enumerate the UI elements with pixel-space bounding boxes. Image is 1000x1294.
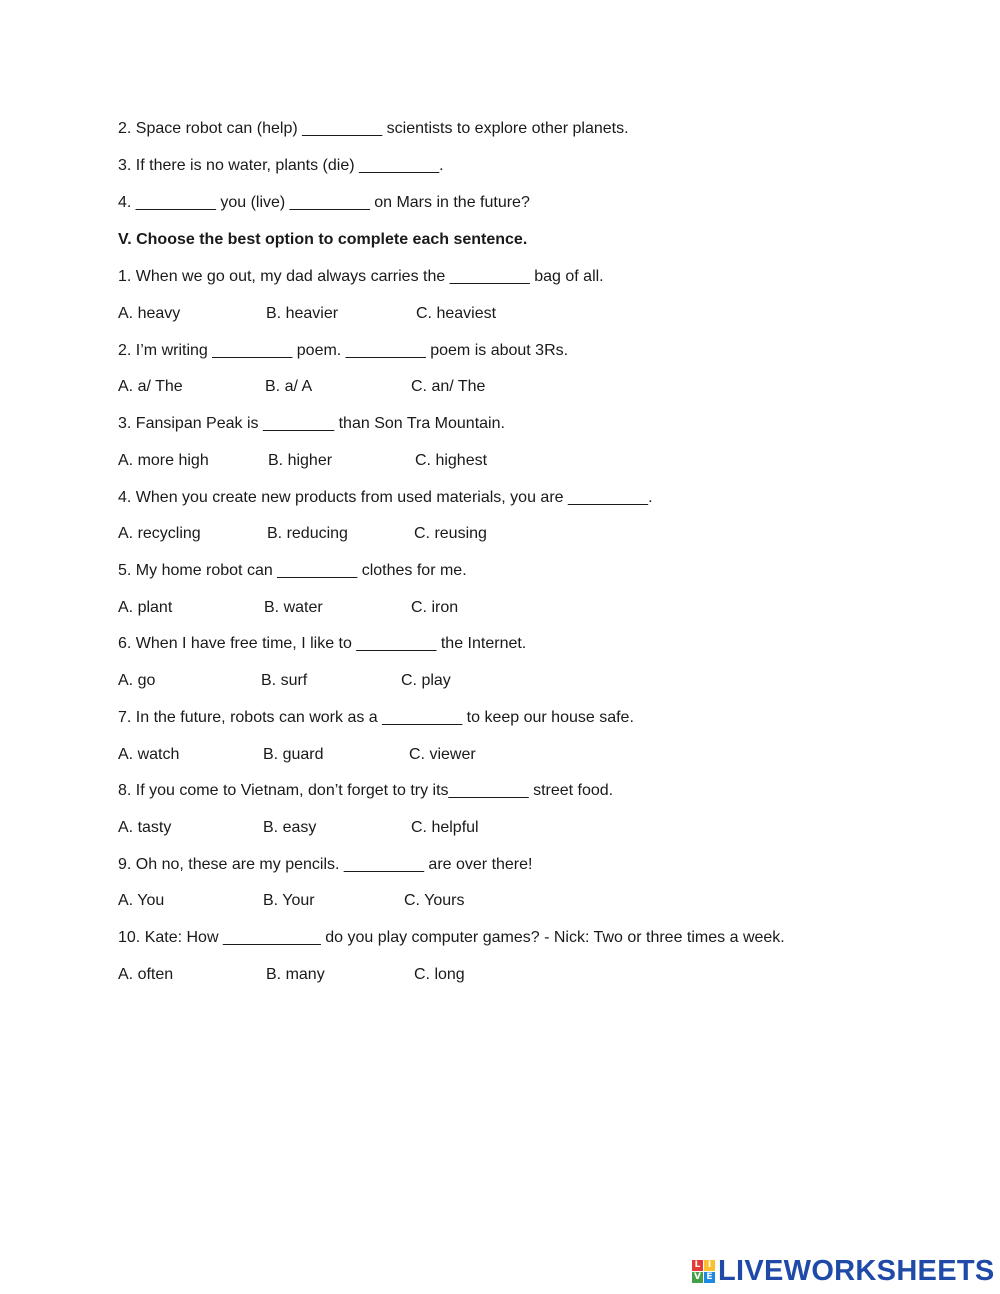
logo-mark-icon [692,1260,715,1283]
option-b[interactable]: B. higher [268,452,333,469]
option-b[interactable]: B. surf [261,672,308,689]
option-a[interactable]: A. more high [118,452,209,469]
question-line: 4. _________ you (live) _________ on Mars in the future? [118,194,530,211]
option-b[interactable]: B. guard [263,746,324,763]
logo-letter: L [692,1260,703,1271]
question-line: 9. Oh no, these are my pencils. _________ are over there! [118,856,533,873]
logo-letter: I [704,1260,715,1271]
question-line: 3. Fansipan Peak is ________ than Son Tra Mountain. [118,415,505,432]
option-b[interactable]: B. a/ A [265,378,313,395]
question-line: 8. If you come to Vietnam, don’t forget to try its_________ street food. [118,782,614,799]
question-line: 2. I’m writing _________ poem. _________ poem is about 3Rs. [118,342,569,359]
option-a[interactable]: A. watch [118,746,180,763]
logo-letter: V [692,1272,703,1283]
option-a[interactable]: A. plant [118,599,173,616]
liveworksheets-logo [692,1255,995,1288]
logo-letter: E [704,1272,715,1283]
question-line: 2. Space robot can (help) _________ scientists to explore other planets. [118,120,629,137]
option-b[interactable]: B. water [264,599,323,616]
option-a[interactable]: A. heavy [118,305,181,322]
option-c[interactable]: C. iron [411,599,459,616]
option-a[interactable]: A. recycling [118,525,201,542]
option-c[interactable]: C. long [414,966,465,983]
option-b[interactable]: B. Your [263,892,315,909]
option-a[interactable]: A. tasty [118,819,172,836]
brand-name: LIVEWORKSHEETS [718,1255,995,1287]
option-a[interactable]: A. a/ The [118,378,183,395]
option-b[interactable]: B. easy [263,819,317,836]
option-c[interactable]: C. play [401,672,451,689]
option-a[interactable]: A. You [118,892,165,909]
option-a[interactable]: A. often [118,966,174,983]
option-c[interactable]: C. Yours [404,892,465,909]
question-line: 5. My home robot can _________ clothes for me. [118,562,467,579]
option-c[interactable]: C. an/ The [411,378,486,395]
question-line: 1. When we go out, my dad always carries the _________ bag of all. [118,268,604,285]
option-c[interactable]: C. helpful [411,819,479,836]
question-line: 7. In the future, robots can work as a _________ to keep our house safe. [118,709,634,726]
option-c[interactable]: C. highest [415,452,488,469]
option-c[interactable]: C. viewer [409,746,476,763]
question-line: 4. When you create new products from used materials, you are _________. [118,489,653,506]
option-c[interactable]: C. heaviest [416,305,497,322]
option-c[interactable]: C. reusing [414,525,487,542]
question-line: 3. If there is no water, plants (die) _________. [118,157,444,174]
question-line: 10. Kate: How ___________ do you play computer games? - Nick: Two or three times a week. [118,929,785,946]
option-b[interactable]: B. heavier [266,305,339,322]
option-b[interactable]: B. reducing [267,525,348,542]
option-a[interactable]: A. go [118,672,156,689]
question-line: 6. When I have free time, I like to _________ the Internet. [118,635,527,652]
option-b[interactable]: B. many [266,966,325,983]
section-heading: V. Choose the best option to complete each sentence. [118,231,528,248]
